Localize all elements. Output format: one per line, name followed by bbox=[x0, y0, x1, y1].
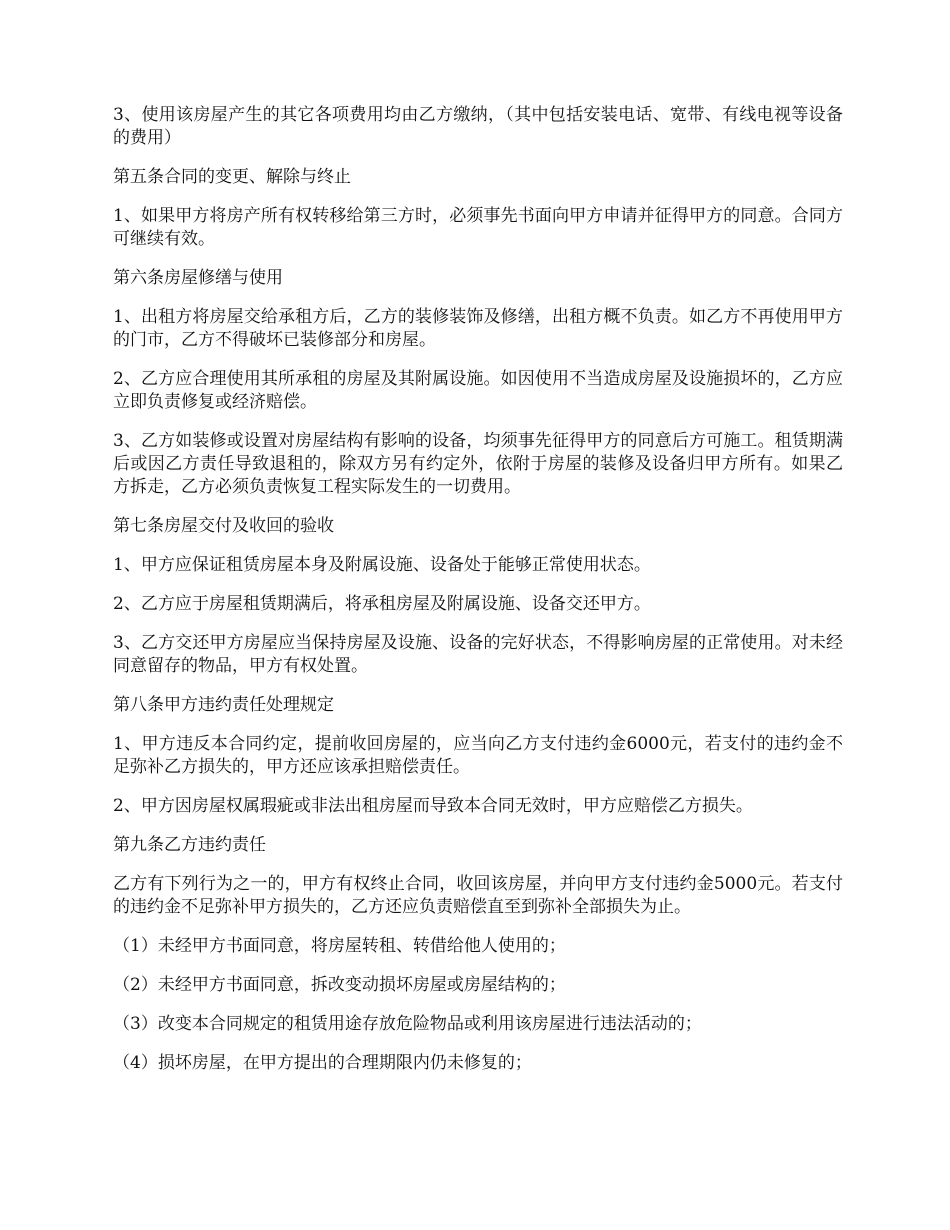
clause-paragraph: 2、乙方应合理使用其所承租的房屋及其附属设施。如因使用不当造成房屋及设施损坏的，乙方应立即负责修复或经济赔偿。 bbox=[113, 369, 843, 412]
clause-paragraph: 1、如果甲方将房产所有权转移给第三方时，必须事先书面向甲方申请并征得甲方的同意。合同方可继续有效。 bbox=[113, 206, 843, 249]
list-item: （1）未经甲方书面同意，将房屋转租、转借给他人使用的； bbox=[113, 936, 566, 956]
clause-paragraph: 2、甲方因房屋权属瑕疵或非法出租房屋而导致本合同无效时，甲方应赔偿乙方损失。 bbox=[113, 796, 753, 816]
section-heading-8: 第八条甲方违约责任处理规定 bbox=[113, 695, 334, 715]
clause-paragraph: 1、出租方将房屋交给承租方后，乙方的装修装饰及修缮，出租方概不负责。如乙方不再使用甲方的门市，乙方不得破坏已装修部分和房屋。 bbox=[113, 307, 843, 350]
section-heading-6: 第六条房屋修缮与使用 bbox=[113, 268, 283, 288]
clause-paragraph: 1、甲方违反本合同约定，提前收回房屋的，应当向乙方支付违约金6000元，若支付的违约金不足弥补乙方损失的，甲方还应该承担赔偿责任。 bbox=[113, 734, 843, 777]
clause-paragraph: 3、乙方交还甲方房屋应当保持房屋及设施、设备的完好状态，不得影响房屋的正常使用。对未经同意留存的物品，甲方有权处置。 bbox=[113, 633, 843, 676]
list-item: （4）损坏房屋，在甲方提出的合理期限内仍未修复的； bbox=[113, 1053, 532, 1073]
document-body bbox=[113, 104, 843, 1091]
list-item: （2）未经甲方书面同意，拆改变动损坏房屋或房屋结构的； bbox=[113, 975, 566, 995]
clause-paragraph: 2、乙方应于房屋租赁期满后，将承租房屋及附属设施、设备交还甲方。 bbox=[113, 594, 651, 614]
clause-paragraph: 3、使用该房屋产生的其它各项费用均由乙方缴纳，（其中包括安装电话、宽带、有线电视等设备的费用） bbox=[113, 105, 843, 148]
list-item: （3）改变本合同规定的租赁用途存放危险物品或利用该房屋进行违法活动的； bbox=[113, 1014, 702, 1034]
section-heading-5: 第五条合同的变更、解除与终止 bbox=[113, 167, 351, 187]
clause-paragraph: 1、甲方应保证租赁房屋本身及附属设施、设备处于能够正常使用状态。 bbox=[113, 555, 651, 575]
clause-paragraph: 乙方有下列行为之一的，甲方有权终止合同，收回该房屋，并向甲方支付违约金5000元。若支付的违约金不足弥补甲方损失的，乙方还应负责赔偿直至到弥补全部损失为止。 bbox=[113, 874, 843, 917]
section-heading-7: 第七条房屋交付及收回的验收 bbox=[113, 516, 334, 536]
section-heading-9: 第九条乙方违约责任 bbox=[113, 835, 266, 855]
clause-paragraph: 3、乙方如装修或设置对房屋结构有影响的设备，均须事先征得甲方的同意后方可施工。租赁期满后或因乙方责任导致退租的，除双方另有约定外，依附于房屋的装修及设备归甲方所有。如果乙方拆走，乙方必须负责恢复工程实际发生的一切费用。 bbox=[113, 431, 843, 497]
